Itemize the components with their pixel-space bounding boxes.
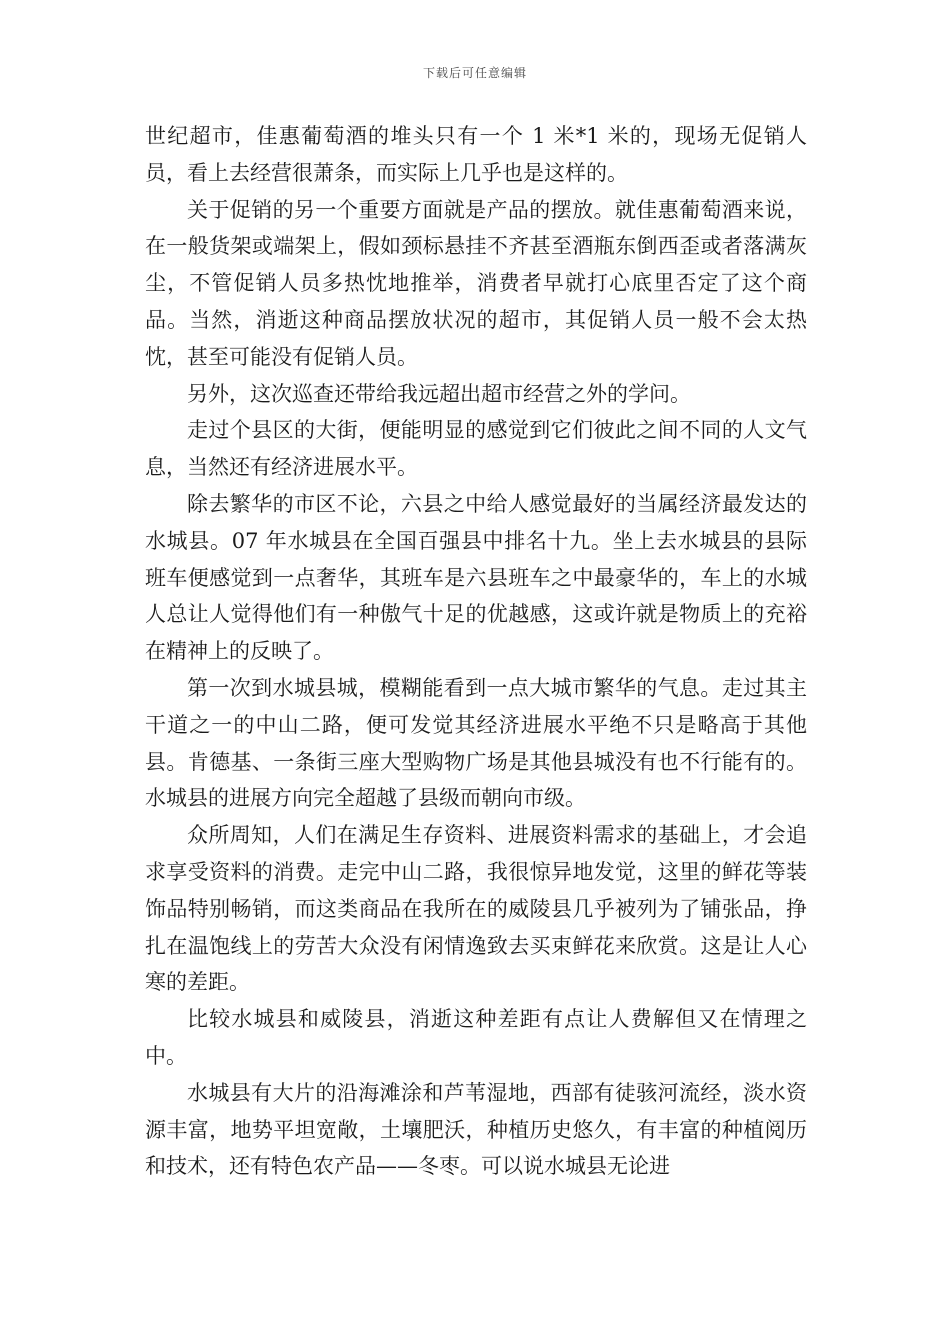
paragraph-4: 走过个县区的大街，便能明显的感觉到它们彼此之间不同的人文气息，当然还有经济进展水平。 [145,418,807,480]
paragraph-3: 另外，这次巡查还带给我远超出超市经营之外的学问。 [187,381,691,406]
paragraph-8: 比较水城县和威陵县，消逝这种差距有点让人费解但又在情理之中。 [145,1007,807,1068]
paragraph-2: 关于促销的另一个重要方面就是产品的摆放。就佳惠葡萄酒来说，在一般货架或端架上，假如颈标悬挂不齐甚至酒瓶东倒西歪或者落满灰尘，不管促销人员多热忱地推举，消费者早就打心底里否定了这个商品。当然，消逝这种商品摆放状况的超市，其促销人员一般不会太热忱，甚至可能没有促销人员。 [145,197,807,369]
document-body [145,118,807,1185]
page-header: 下载后可任意编辑 [422,66,527,80]
paragraph-6: 第一次到水城县城，模糊能看到一点大城市繁华的气息。走过其主干道之一的中山二路，便可发觉其经济进展水平绝不只是略高于其他县。肯德基、一条街三座大型购物广场是其他县城没有也不行能有的。水城县的进展方向完全超越了县级而朝向市级。 [145,675,807,811]
paragraph-9: 水城县有大片的沿海滩涂和芦苇湿地，西部有徒骇河流经，淡水资源丰富，地势平坦宽敞，土壤肥沃，种植历史悠久，有丰富的种植阅历和技术，还有特色农产品——冬枣。可以说水城县无论进 [145,1080,807,1179]
paragraph-1: 世纪超市，佳惠葡萄酒的堆头只有一个 1 米*1 米的，现场无促销人员，看上去经营很萧条，而实际上几乎也是这样的。 [145,124,807,185]
paragraph-7: 众所周知，人们在满足生存资料、进展资料需求的基础上，才会追求享受资料的消费。走完中山二路，我很惊异地发觉，这里的鲜花等装饰品特别畅销，而这类商品在我所在的威陵县几乎被列为了铺张品，挣扎在温饱线上的劳苦大众没有闲情逸致去买束鲜花来欣赏。这是让人心寒的差距。 [145,823,807,995]
paragraph-5: 除去繁华的市区不论，六县之中给人感觉最好的当属经济最发达的水城县。07 年水城县在全国百强县中排名十九。坐上去水城县的县际班车便感觉到一点奢华，其班车是六县班车之中最豪华的，车上的水城人总让人觉得他们有一种傲气十足的优越感，这或许就是物质上的充裕在精神上的反映了。 [145,491,807,664]
